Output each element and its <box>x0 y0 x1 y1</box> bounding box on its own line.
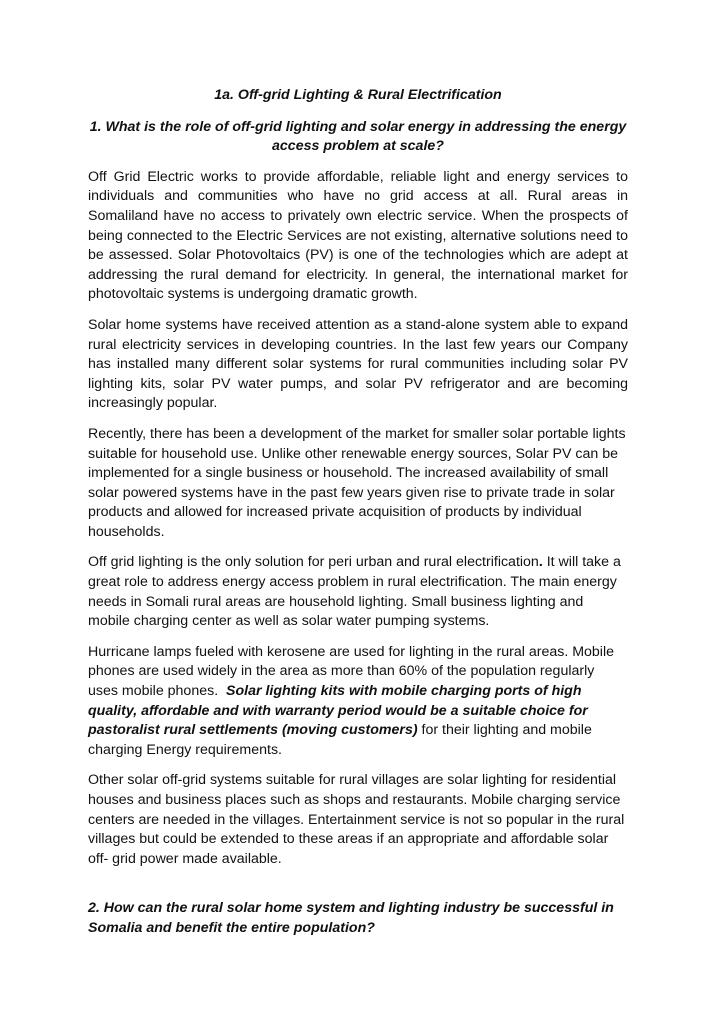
paragraph-5-start: Hurricane lamps fueled with kerosene are used for lighting in the rural areas. Mobile phones are used widely in the area as more than 60% of the population regularly uses mobile phones. <box>88 643 618 700</box>
paragraph-5 <box>88 643 628 761</box>
paragraph-3: Recently, there has been a development of the market for smaller solar portable lights suitable for household use. Unlike other renewable energy sources, Solar PV can be implemented for a single business or household. The increased availability of small solar powered systems have in the past few years given rise to private trade in solar products and allowed for increased private acquisition of products by individual households. <box>88 425 626 540</box>
paragraph-5-emphasis: Solar lighting kits with mobile charging ports of high quality, affordable and with warranty period would be a suitable choice for pastoralist rural settlements (moving customers) <box>88 683 588 739</box>
paragraph-4-bold-dot: . <box>538 554 543 571</box>
paragraph-4-start: Off grid lighting is the only solution for peri urban and rural electrification <box>88 554 539 571</box>
question-2-heading: 2. How can the rural solar home system and lighting industry be successful in Somalia and benefit the entire population? <box>88 900 614 936</box>
paragraph-5-end: for their lighting and mobile charging Energy requirements. <box>88 722 592 758</box>
paragraph-6: Other solar off-grid systems suitable for rural villages are solar lighting for residential houses and business places such as shops and restaurants. Mobile charging service centers are needed in the villages. Entertainment service is not so popular in the rural villages but could be extended to these areas if an appropriate and affordable solar off- grid power made available. <box>88 772 625 867</box>
paragraph-4 <box>88 553 628 631</box>
question-1-heading: 1. What is the role of off-grid lighting and solar energy in addressing the energy access problem at scale? <box>89 118 627 155</box>
paragraph-1: Off Grid Electric works to provide affordable, reliable light and energy services to individuals and communities who have no grid access at all. Rural areas in Somaliland have no access to privately own electric service. When the prospects of being connected to the Electric Services are not existing, alternative solutions need to be assessed. Solar Photovoltaics (PV) is one of the technologies which are adept at addressing the rural demand for electricity. In general, the international market for photovoltaic systems is undergoing dramatic growth. <box>88 168 628 303</box>
section-title: 1a. Off-grid Lighting & Rural Electrification <box>214 87 502 103</box>
document-page <box>88 86 628 939</box>
paragraph-4-rest: It will take a great role to address energy access problem in rural electrification. The main energy needs in Somali rural areas are household lighting. Small business lighting and mobile charging center as well as solar water pumping systems. <box>88 554 621 630</box>
paragraph-2: Solar home systems have received attention as a stand-alone system able to expand rural electricity services in developing countries. In the last few years our Company has installed many different solar systems for rural communities including solar PV lighting kits, solar PV water pumps, and solar PV refrigerator and are becoming increasingly popular. <box>88 316 628 412</box>
